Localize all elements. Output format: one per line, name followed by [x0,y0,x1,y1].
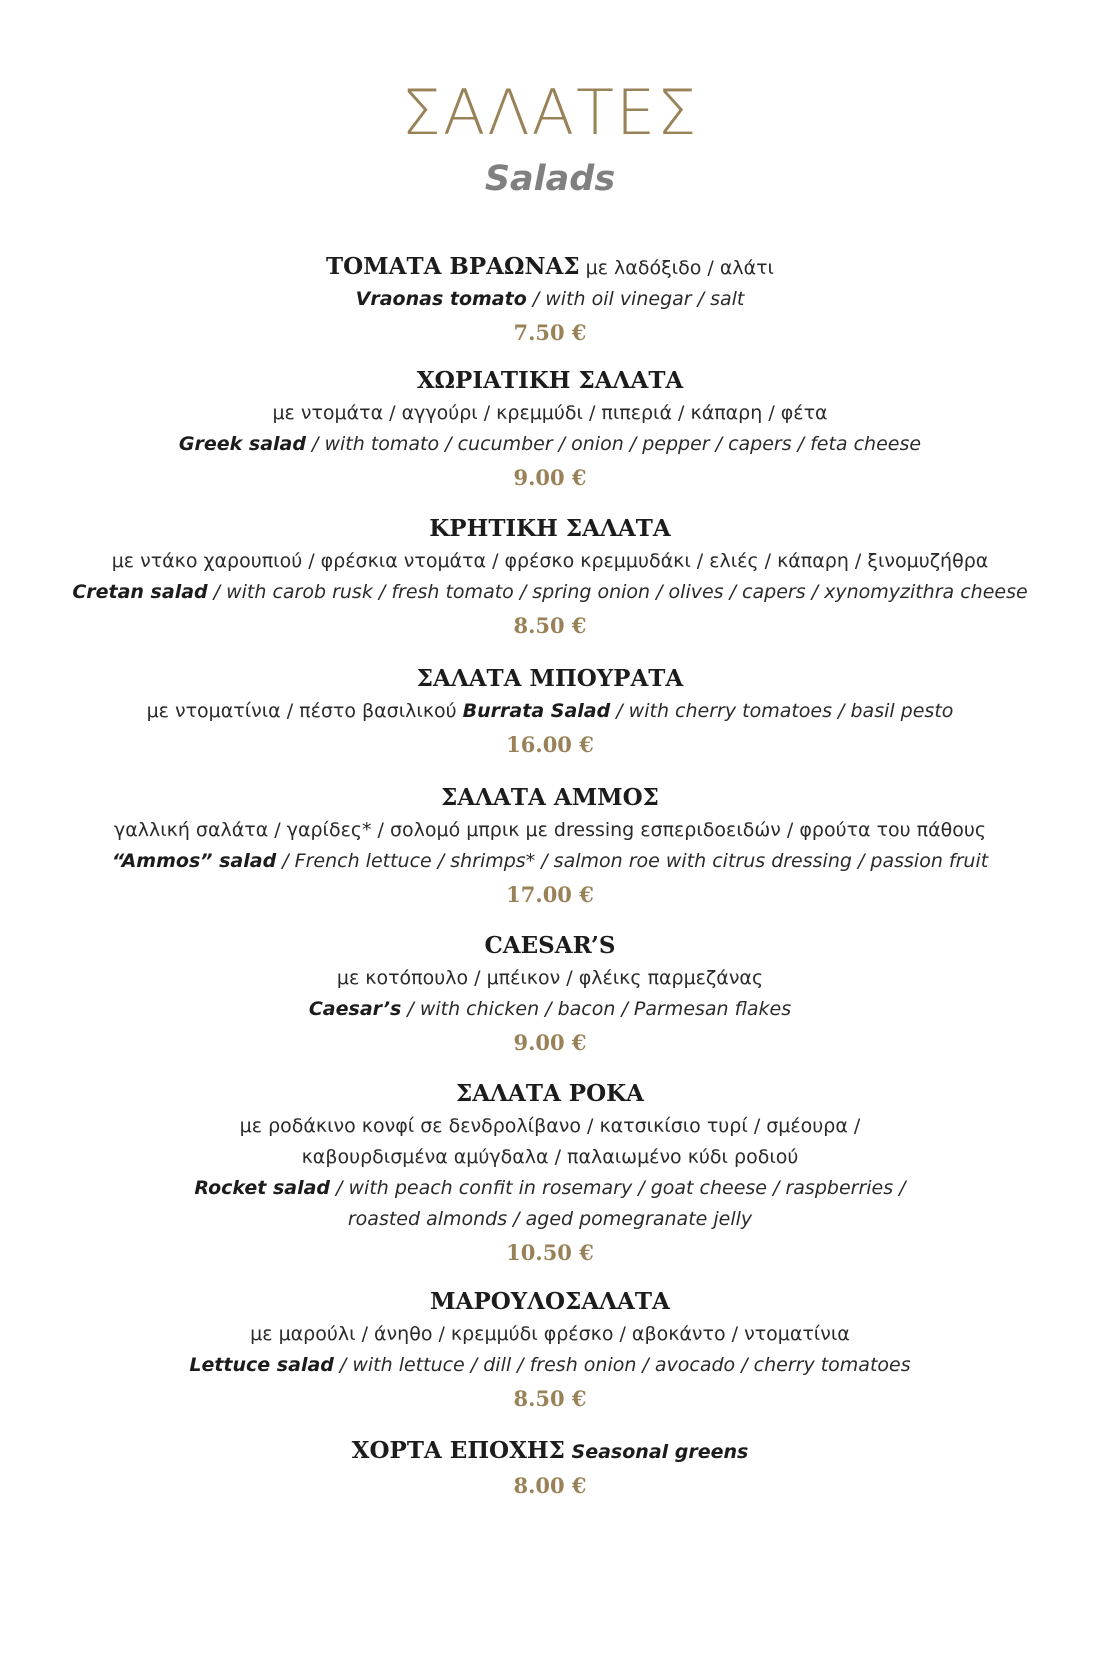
item-name-line [0,250,1100,284]
item-name-english: Rocket salad [194,1177,331,1199]
item-desc-english: / with carob rusk / fresh tomato / spring onion / olives / capers / xynomyzithra cheese [207,581,1028,603]
item-name-english: “Ammos” salad [111,850,277,872]
item-desc-greek: με ντάκο χαρουπιού / φρέσκια ντομάτα / φρέσκο κρεμμυδάκι / ελιές / κάπαρη / ξινομυζήθρα [111,550,989,572]
item-name-english: Vraonas tomato [355,288,527,310]
item-name-greek: ΣΑΛΑΤΑ ΑΜΜΟΣ [441,784,659,811]
section-title-english: Salads [484,159,616,199]
item-name-greek: ΧΩΡΙΑΤΙΚΗ ΣΑΛΑΤΑ [416,367,684,394]
menu-item-greek-salad [0,364,1100,496]
item-price: 9.00 € [513,465,587,490]
item-price: 16.00 € [506,732,594,757]
item-desc-english: / with chicken / bacon / Parmesan flakes [401,998,792,1020]
item-desc-english: / with oil vinegar / salt [526,288,745,310]
item-english-line [0,1173,1100,1204]
item-price: 8.50 € [513,613,587,638]
item-desc-line [0,696,1100,727]
item-desc-greek: με κοτόπουλο / μπέικον / φλέικς παρμεζάνας [336,967,764,989]
item-name-english: Lettuce salad [189,1354,334,1376]
item-desc-english: / with tomato / cucumber / onion / pepper / capers / feta cheese [305,433,922,455]
item-name-english: Seasonal greens [564,1441,749,1463]
menu-item-caesars [0,929,1100,1061]
item-name-greek: ΣΑΛΑΤΑ ΜΠΟΥΡΑΤΑ [416,665,684,692]
item-name-english: Burrata Salad [462,700,611,722]
item-desc-greek: με λαδόξιδο / αλάτι [579,257,774,279]
item-price: 17.00 € [506,882,594,907]
item-desc-english: / with cherry tomatoes / basil pesto [610,700,954,722]
menu-item-ammos-salad [0,781,1100,913]
item-desc-greek: με ντομάτα / αγγούρι / κρεμμύδι / πιπεριά / κάπαρη / φέτα [272,402,828,424]
item-desc-english: / French lettuce / shrimps* / salmon roe with citrus dressing / passion fruit [276,850,989,872]
item-english-line [0,1350,1100,1381]
item-desc-english: / with peach confit in rosemary / goat cheese / raspberries / [330,1177,906,1199]
item-price: 7.50 € [513,320,587,345]
item-name-greek: ΜΑΡΟΥΛΟΣΑΛΑΤΑ [430,1288,670,1315]
item-name-english: Greek salad [178,433,306,455]
item-desc-english: roasted almonds / aged pomegranate jelly [347,1208,753,1230]
item-name-greek: ΣΑΛΑΤΑ ΡΟΚΑ [456,1080,644,1107]
item-english-line [0,284,1100,315]
menu-item-burrata-salad [0,662,1100,763]
item-name-greek: CAESAR’S [484,932,616,959]
item-desc-greek: με μαρούλι / άνηθο / κρεμμύδι φρέσκο / αβοκάντο / ντοματίνια [250,1323,850,1345]
item-price: 8.00 € [513,1473,587,1498]
menu-item-seasonal-greens [0,1434,1100,1504]
item-english-line [0,994,1100,1025]
menu-item-vraonas-tomato [0,250,1100,351]
item-english-line [0,846,1100,877]
menu-item-lettuce-salad [0,1285,1100,1417]
item-english-line [0,577,1100,608]
menu-item-cretan-salad [0,512,1100,644]
item-name-english: Caesar’s [308,998,402,1020]
item-desc-greek: με ντοματίνια / πέστο βασιλικού [146,700,463,722]
item-price: 10.50 € [506,1240,594,1265]
item-desc-greek: γαλλική σαλάτα / γαρίδες* / σολομό μπρικ με dressing εσπεριδοειδών / φρούτα του πάθους [113,819,987,841]
item-desc-greek: με ροδάκινο κονφί σε δενδρολίβανο / κατσικίσιο τυρί / σμέουρα / [239,1115,861,1137]
item-name-greek: ΚΡΗΤΙΚΗ ΣΑΛΑΤΑ [429,515,671,542]
menu-item-rocket-salad [0,1077,1100,1271]
item-name-line [0,1434,1100,1468]
item-english-line [0,429,1100,460]
item-price: 9.00 € [513,1030,587,1055]
item-price: 8.50 € [513,1386,587,1411]
item-name-greek: ΧΟΡΤΑ ΕΠΟΧΗΣ [351,1437,565,1464]
section-title-greek: ΣΑΛΑΤΕΣ [401,76,699,149]
item-desc-greek: καβουρδισμένα αμύγδαλα / παλαιωμένο κύδι ροδιού [301,1146,799,1168]
item-desc-english: / with lettuce / dill / fresh onion / avocado / cherry tomatoes [333,1354,911,1376]
item-name-english: Cretan salad [72,581,208,603]
item-name-greek: ΤΟΜΑΤΑ ΒΡΑΩΝΑΣ [326,253,580,280]
